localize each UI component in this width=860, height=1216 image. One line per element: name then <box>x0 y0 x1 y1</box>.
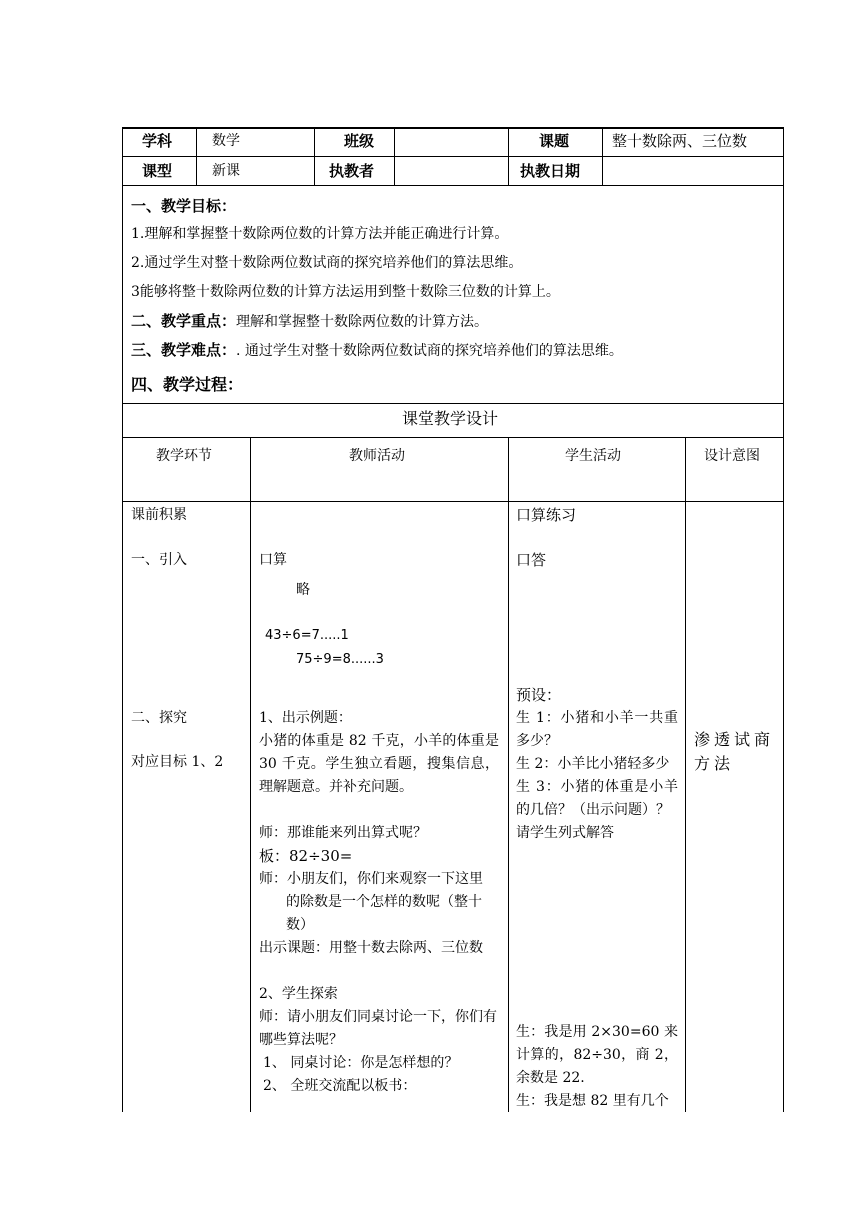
student-activity-body <box>516 684 678 845</box>
intent-body <box>694 728 776 776</box>
student-oral-answer: 口答 <box>516 551 547 569</box>
design-col-2 <box>508 437 509 1112</box>
teacher-step-1: 1、 同桌讨论：你是怎样想的？ <box>263 1055 459 1071</box>
teacher-oral-calc: 口算 <box>259 552 287 568</box>
topic-label: 课题 <box>539 132 570 150</box>
teacher-topic: 出示课题：用整十数去除两、三位数 <box>259 940 483 956</box>
hdr-col-3 <box>394 127 395 185</box>
date-label: 执教日期 <box>520 162 581 180</box>
student-answer-2: 生 2：小羊比小猪轻多少 <box>516 756 670 772</box>
key-point-text: 理解和掌握整十数除两位数的计算方法。 <box>236 314 489 330</box>
teacher-spacer-2 <box>259 960 499 983</box>
teacher-calc-2: 75÷9=8......3 <box>296 652 384 667</box>
subject-label: 学科 <box>142 132 173 150</box>
border-left <box>122 127 123 1112</box>
row-line-3 <box>122 403 784 404</box>
class-label: 班级 <box>344 132 375 150</box>
col-intent-header: 设计意图 <box>704 448 760 464</box>
hdr-col-4 <box>508 127 509 185</box>
teacher-example: 1、出示例题： <box>259 710 352 726</box>
stage-intro: 一、引入 <box>131 552 187 568</box>
col-teacher-header: 教师活动 <box>349 448 405 464</box>
design-title: 课堂教学设计 <box>402 409 499 428</box>
difficulty-label: 三、教学难点： <box>131 341 237 359</box>
intent-text: 渗透试商方法 <box>694 730 775 773</box>
difficulty-point <box>131 341 623 360</box>
teacher-omitted: 略 <box>296 582 310 598</box>
col-student-header: 学生活动 <box>565 448 621 464</box>
row-line-2 <box>122 185 784 186</box>
student-method-body <box>516 1021 678 1113</box>
student-answer-3: 生 3：小猪的体重是小羊的几倍？（出示问题）？ <box>516 779 678 818</box>
hdr-col-5 <box>602 127 603 185</box>
design-col-1 <box>250 437 251 1112</box>
student-answer-1: 生 1：小猪和小羊一共重多少？ <box>516 710 678 749</box>
key-point <box>131 312 488 331</box>
key-point-label: 二、教学重点： <box>131 312 237 330</box>
stage-preclass: 课前积累 <box>131 507 187 523</box>
row-line-1 <box>122 156 784 157</box>
hdr-col-1 <box>196 127 197 185</box>
type-label: 课型 <box>142 162 173 180</box>
student-method-1: 生：我是用 2×30=60 来计算的，82÷30，商 2，余数是 22. <box>516 1024 678 1086</box>
topic-value: 整十数除两、三位数 <box>612 132 748 150</box>
teacher-ask-formula: 师：那谁能来列出算式呢？ <box>259 825 427 841</box>
design-col-3 <box>685 437 686 1112</box>
student-preset: 预设： <box>516 686 562 704</box>
stage-target: 对应目标 1、2 <box>131 754 224 770</box>
teacher-discuss: 师：请小朋友们同桌讨论一下，你们有哪些算法呢？ <box>259 1009 497 1048</box>
teacher-observe: 师：小朋友们，你们来观察一下这里 <box>259 871 483 887</box>
teacher-explore: 2、学生探索 <box>259 986 338 1002</box>
student-solve: 请学生列式解答 <box>516 825 614 841</box>
goals-heading: 一、教学目标： <box>131 197 237 215</box>
process-label: 四、教学过程： <box>131 375 244 394</box>
goal-item-3: 3能够将整十数除两位数的计算方法运用到整十数除三位数的计算上。 <box>131 284 560 300</box>
goal-item-1: 1.理解和掌握整十数除两位数的计算方法并能正确进行计算。 <box>131 226 509 242</box>
hdr-col-2 <box>314 127 315 185</box>
student-oral-practice: 口算练习 <box>516 506 577 524</box>
border-right <box>783 127 784 1112</box>
stage-explore: 二、探究 <box>131 710 187 726</box>
teacher-calc-1: 43÷6=7.....1 <box>265 628 349 643</box>
difficulty-text: . 通过学生对整十数除两位数试商的探究培养他们的算法思维。 <box>236 343 623 359</box>
teacher-spacer <box>259 799 499 822</box>
col-stage-header: 教学环节 <box>156 448 212 464</box>
teacher-activity-body <box>259 707 499 1098</box>
type-value: 新课 <box>212 163 240 179</box>
teacher-step-2: 2、 全班交流配以板书： <box>263 1078 417 1094</box>
teacher-problem: 小猪的体重是 82 千克，小羊的体重是 30 千克。学生独立看题，搜集信息，理解题意。并补充问题。 <box>259 733 499 795</box>
teacher-board-formula: 板：82÷30= <box>259 847 353 865</box>
student-method-2: 生：我是想 82 里有几个 <box>516 1093 669 1109</box>
goal-item-2: 2.通过学生对整十数除两位数试商的探究培养他们的算法思维。 <box>131 255 523 271</box>
subject-value: 数学 <box>212 133 240 149</box>
teacher-label: 执教者 <box>329 162 375 180</box>
border-top <box>122 127 784 129</box>
teacher-observe-cont: 的除数是一个怎样的数呢（整十数） <box>286 894 482 933</box>
